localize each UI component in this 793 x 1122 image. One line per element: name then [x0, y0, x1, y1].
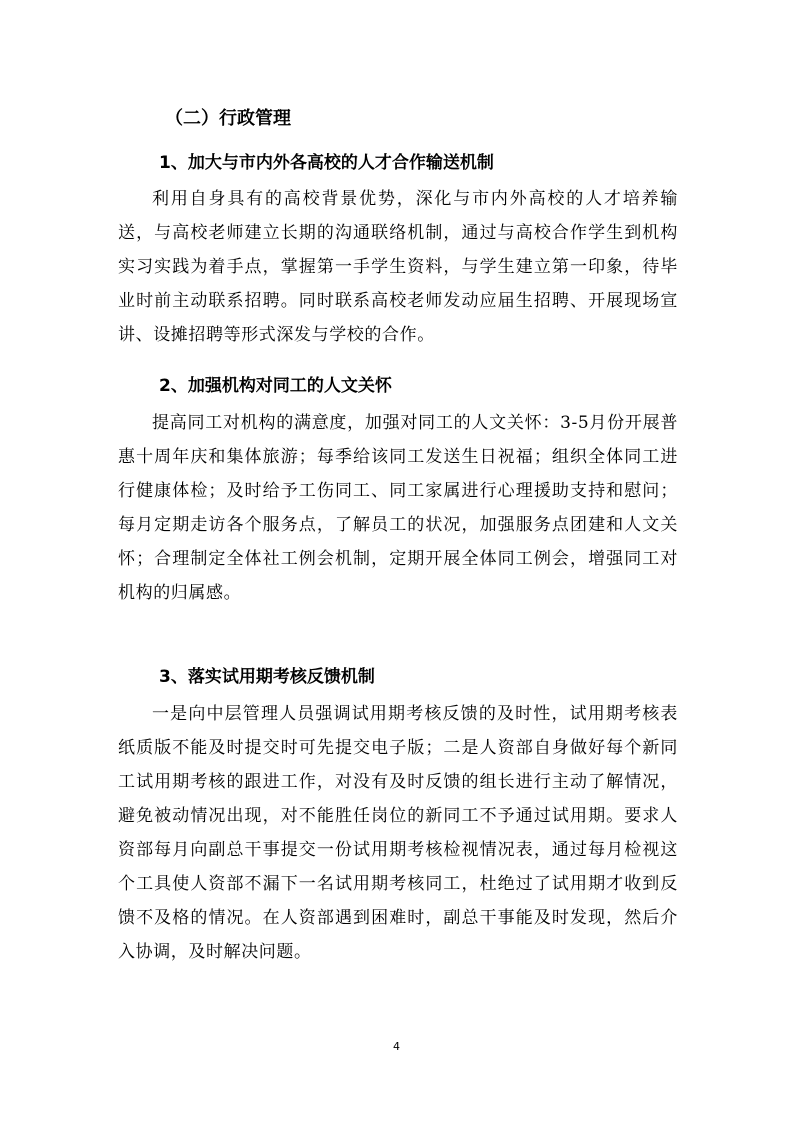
paragraph-talent-cooperation: 利用自身具有的高校背景优势，深化与市内外高校的人才培养输送，与高校老师建立长期的沟通联络机制，通过与高校合作学生到机构实习实践为着手点，掌握第一手学生资料，与学生建立第一印象，待毕业时前主动联系招聘。同时联系高校老师发动应届生招聘、开展现场宣讲、设摊招聘等形式深发与学校的合作。 [118, 189, 678, 345]
paragraph-probation-review: 一是向中层管理人员强调试用期考核反馈的及时性，试用期考核表纸质版不能及时提交时可先提交电子版；二是人资部自身做好每个新同工试用期考核的跟进工作，对没有及时反馈的组长进行主动了解情况，避免被动情况出现，对不能胜任岗位的新同工不予通过试用期。要求人资部每月向副总干事提交一份试用期考核检视情况表，通过每月检视这个工具使人资部不漏下一名试用期考核同工，杜绝过了试用期才收到反馈不及格的情况。在人资部遇到困难时，副总干事能及时发现，然后介入协调，及时解决问题。 [118, 704, 678, 962]
heading-talent-cooperation: 1、加大与市内外各高校的人才合作输送机制 [159, 153, 494, 173]
heading-staff-care: 2、加强机构对同工的人文关怀 [159, 376, 392, 396]
heading-probation-review: 3、落实试用期考核反馈机制 [159, 667, 375, 687]
page-number: 4 [393, 1040, 400, 1053]
section-title: （二）行政管理 [165, 108, 291, 129]
paragraph-staff-care: 提高同工对机构的满意度，加强对同工的人文关怀：3-5月份开展普惠十周年庆和集体旅游；每季给该同工发送生日祝福；组织全体同工进行健康体检；及时给予工伤同工、同工家属进行心理援助支持和慰问；每月定期走访各个服务点，了解员工的状况，加强服务点团建和人文关怀；合理制定全体社工例会机制，定期开展全体同工例会，增强同工对机构的归属感。 [118, 413, 678, 603]
